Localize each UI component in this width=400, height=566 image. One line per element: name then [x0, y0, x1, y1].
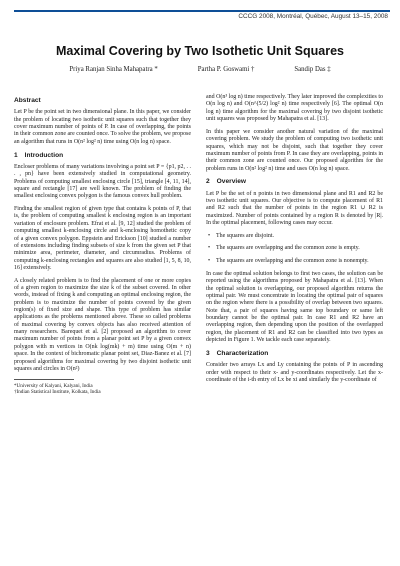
footnote-rule	[14, 379, 74, 380]
paragraph: In case the optimal solution belongs to first two cases, the solution can be reported using the algorithms proposed by Mahapatra et al. [13]. When the optimal solution is overlapping, our proposed algorithm returns the optimal pair. We must concentrate in locating the optimal pair of squares on the region where there is a possibility of overlap between two squares. Note that, a pair of squares having same top boundary or same left boundary cannot be the optimal pair. In case R1 and R2 have an overlapping region, then depending upon the position of the overlapped region, the placement of R1 and R2 can be classified into two types as depicted in Figure 1. We tackle each case separately.	[206, 271, 383, 344]
section-number: 3	[206, 349, 210, 357]
author-3: Sandip Das ‡	[294, 66, 331, 73]
paragraph: Finding the smallest region of given type that contains k points of P, that is, the problem of computing smallest k enclosing region is an important variation of enclosure problem. Efrat et al. [9, 12] studied the problem of computing smallest k-enclosing circle and k-enclosing homothetic copy of a given convex polygon. Eppstein and Erickson [10] studied a number of extensions including finding subsets of size k from the given set P that minimize area, perimeter, diameter, and circumradius. Problems of computing k-enclosing rectangles and squares are also studied [1, 5, 8, 10, 16] extensively.	[14, 206, 191, 271]
abstract-text: Let P be the point set in two dimensional plane. In this paper, we consider the problem of locating two isothetic unit squares such that together they cover maximum number of points of P. In case of overlapping, the points in their common zone are counted once. To solve the problem, we propose an algorithm that runs in O(n² log² n) time using O(n log n) space.	[14, 109, 191, 145]
left-column	[14, 94, 191, 395]
case-list	[206, 233, 383, 265]
paper-title: Maximal Covering by Two Isothetic Unit Squares	[55, 44, 345, 58]
paragraph: A closely related problem is to find the placement of one or more copies of a given region to maximize the size k of the subset covered. In other words, instead of fixing k and computing an optimal enclosing region, the problem is to maximize the number of points covered by the given region(s) of fixed size and shape. This type of problem has similar applications as the problems mentioned above. These so called problems of maximal covering by convex objects has also received attention of many researchers. Barequet et al. [2] proposed an algorithm to cover maximum number of points from a planar point set P by a given convex polygon with m vertices in O(nk log(mk) + m) time using O(m + n) space. In the context of bichromatic planar point set, Diaz-Banez et al. [7] proposed algorithms for maximal covering by two disjoint isothetic unit squares and circles in O(n²)	[14, 277, 191, 372]
footnote: *University of Kalyani, Kalyani, India	[14, 382, 93, 389]
section-title: Introduction	[24, 151, 64, 159]
section-title: Overview	[216, 178, 246, 186]
section-heading-characterization	[206, 350, 383, 357]
running-head: CCCG 2008, Montréal, Québec, August 13–15, 2008	[238, 13, 388, 20]
section-heading-overview	[206, 178, 383, 185]
right-column	[206, 94, 383, 390]
author-list	[0, 66, 400, 73]
list-item: • The squares are overlapping and the common zone is empty.	[206, 245, 383, 252]
section-number: 2	[206, 178, 210, 186]
header-rule	[14, 10, 390, 12]
abstract-heading: Abstract	[14, 97, 41, 104]
paragraph: In this paper we consider another natural variation of the maximal covering problem. We study the problem of computing two isothetic unit squares, which may not be disjoint, such that together they cover maximum number of points from P. In case they are overlapping, points in their common zone are counted once. Our proposed algorithm for the problem runs in O(n² log² n) time and uses O(n log n) space.	[206, 128, 383, 172]
paragraph: Let P be the set of n points in two dimensional plane and R1 and R2 be two isothetic unit squares. Our objective is to compute placement of R1 and R2 such that the number of points in the region R1 ∪ R2 is maximized. Number of points contained by a region R is denoted by |R|. In the optimal placement, following cases may occur.	[206, 190, 383, 227]
paragraph: Consider two arrays Lx and Ly containing the points of P in ascending order with respect to their x- and y-coordinates respectively. Let the x-coordinate of the i-th entry of Lx be xi and similarly the y-coordinate of	[206, 362, 383, 383]
paragraph: and O(n³ log n) time respectively. They later improved the complexities to O(n log n) and O(n^(5/2) log² n) time respectively [6]. The optimal O(n log n) time algorithm for the maximal covering by two disjoint isothetic unit squares was proposed by Mahapatra et al. [13].	[206, 94, 383, 123]
paragraph: Encloser problems of many variations involving a point set P = {p1, p2, . . . , pn} have been extensively studied in computational geometry. Problems of computing smallest enclosing circle [15], triangle [4, 11, 14], square and rectangle [17] are well known. The problem of finding the smallest enclosing convex polygon is the famous convex hull problem.	[14, 163, 191, 200]
section-heading-introduction	[14, 152, 191, 159]
section-title: Characterization	[216, 349, 269, 357]
author-2: Partha P. Goswami †	[197, 66, 255, 73]
section-number: 1	[14, 151, 18, 159]
list-item: • The squares are overlapping and the common zone is nonempty.	[206, 258, 383, 265]
footnote: †Indian Statistical Institute, Kolkata, India	[14, 388, 101, 395]
author-1: Priya Ranjan Sinha Mahapatra *	[69, 66, 158, 73]
list-item: • The squares are disjoint.	[206, 233, 383, 240]
